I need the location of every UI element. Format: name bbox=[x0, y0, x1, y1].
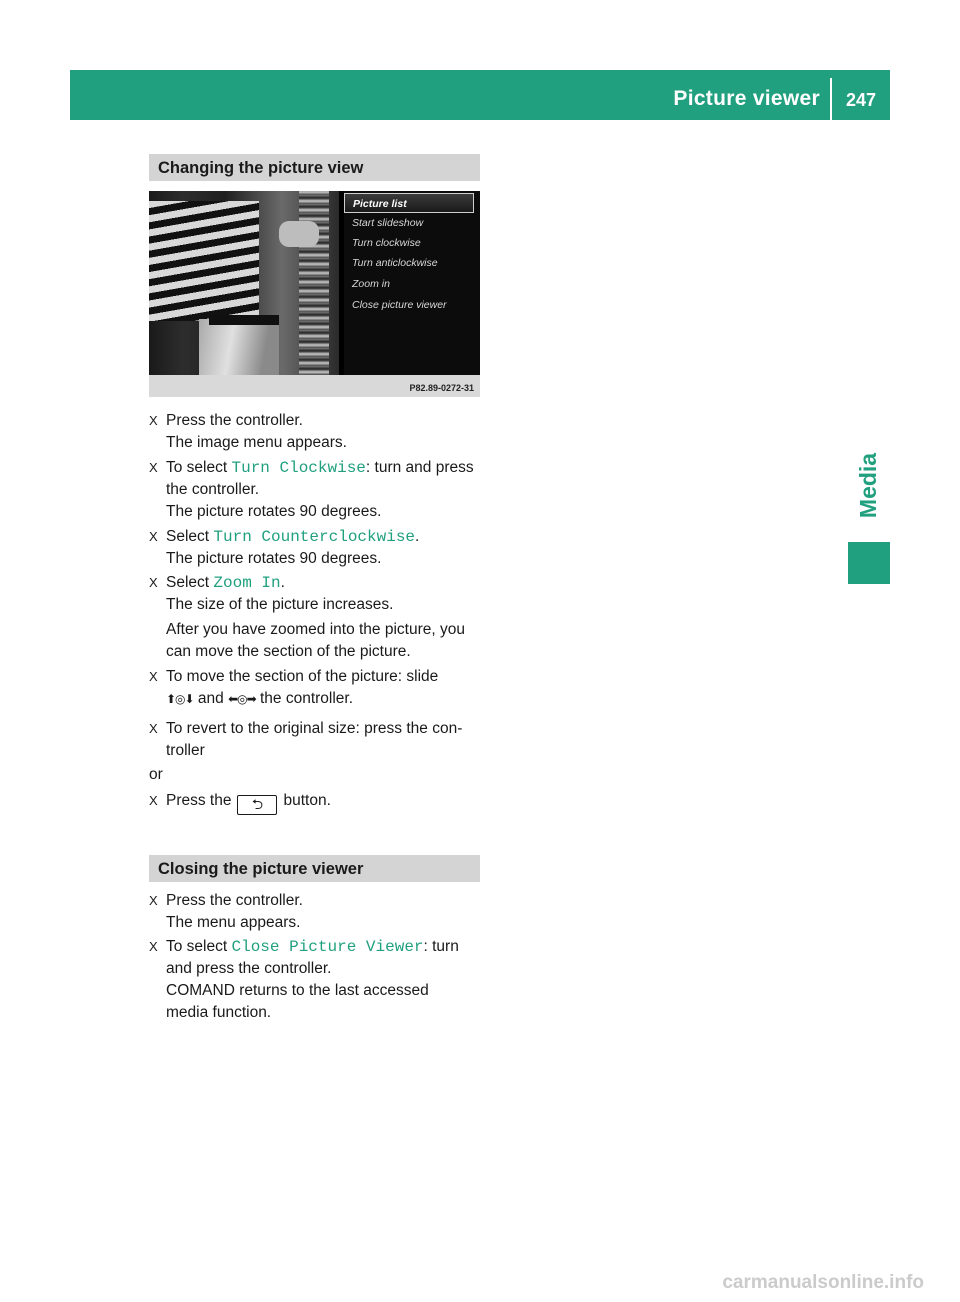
menu-item-start-slideshow[interactable]: Start slideshow bbox=[352, 217, 424, 229]
step-text: troller bbox=[166, 742, 205, 759]
step-text bbox=[166, 572, 486, 594]
picture-menu bbox=[344, 191, 480, 375]
step-text-post: . bbox=[280, 574, 285, 591]
step-text: To revert to the original size: press the con- bbox=[166, 720, 463, 737]
step-text: the controller. bbox=[166, 481, 260, 498]
bullet-marker: X bbox=[149, 793, 158, 808]
side-tab-marker bbox=[848, 542, 890, 584]
page-number: 247 bbox=[845, 90, 877, 110]
step-text: To move the section of the picture: slide bbox=[166, 668, 439, 685]
back-button-icon: ⮌ bbox=[237, 795, 277, 815]
wheel bbox=[299, 191, 329, 375]
step-press-controller bbox=[166, 410, 486, 454]
photo-area bbox=[149, 191, 339, 375]
bullet-marker: X bbox=[149, 721, 158, 736]
or-separator: or bbox=[149, 766, 163, 783]
step-turn-clockwise bbox=[166, 457, 486, 523]
step-result: The image menu appears. bbox=[166, 434, 347, 451]
side-tab-label: Media bbox=[855, 452, 882, 518]
belt bbox=[209, 315, 279, 325]
step-text-pre: Select bbox=[166, 528, 214, 545]
step-revert-size bbox=[166, 718, 486, 762]
step-text-post: the controller. bbox=[255, 690, 354, 707]
step-turn-counterclockwise bbox=[166, 526, 486, 570]
step-text-mid: and bbox=[193, 690, 229, 707]
menu-item-picture-list[interactable]: Picture list bbox=[344, 193, 474, 213]
step-text bbox=[166, 936, 486, 958]
step-text-post: : turn and press bbox=[365, 459, 474, 476]
step-text-pre: Press the bbox=[166, 792, 232, 809]
step-zoom-in bbox=[166, 572, 486, 663]
section-heading-changing-view bbox=[149, 154, 480, 181]
step-text: Press the controller. bbox=[166, 892, 303, 909]
bullet-marker: X bbox=[149, 575, 158, 590]
page-header bbox=[70, 70, 890, 120]
step-press-back bbox=[166, 790, 486, 815]
step-result: The menu appears. bbox=[166, 914, 301, 931]
bullet-marker: X bbox=[149, 669, 158, 684]
menu-item-zoom-in[interactable]: Zoom in bbox=[352, 278, 390, 290]
step-text-post: . bbox=[415, 528, 420, 545]
step-move-section bbox=[166, 666, 486, 710]
image-caption-bar bbox=[149, 375, 480, 397]
side-tab bbox=[848, 430, 890, 540]
step-result: The picture rotates 90 degrees. bbox=[166, 550, 382, 567]
menu-code-turn-counterclockwise: Turn Counterclockwise bbox=[213, 528, 416, 546]
step-note: After you have zoomed into the picture, you bbox=[166, 621, 465, 638]
menu-code-close-picture-viewer: Close Picture Viewer bbox=[231, 938, 424, 956]
section-heading-text: Changing the picture view bbox=[158, 159, 364, 177]
step-text bbox=[166, 457, 486, 479]
bullet-marker: X bbox=[149, 893, 158, 908]
menu-code-zoom-in: Zoom In bbox=[213, 574, 281, 592]
controller-slide-vertical-icon: ⬆◎⬇ bbox=[166, 692, 194, 706]
arm bbox=[279, 221, 319, 247]
header-divider bbox=[830, 78, 832, 120]
watermark: carmanualsonline.info bbox=[722, 1272, 924, 1293]
bullet-marker: X bbox=[149, 460, 158, 475]
bullet-marker: X bbox=[149, 939, 158, 954]
step-text: Press the controller. bbox=[166, 412, 303, 429]
step-note: can move the section of the picture. bbox=[166, 643, 411, 660]
trousers bbox=[199, 319, 279, 375]
menu-item-turn-clockwise[interactable]: Turn clockwise bbox=[352, 237, 421, 249]
step-press-controller-close bbox=[166, 890, 486, 934]
menu-code-turn-clockwise: Turn Clockwise bbox=[231, 459, 366, 477]
step-result: media function. bbox=[166, 1004, 272, 1021]
bullet-marker: X bbox=[149, 413, 158, 428]
comand-screenshot bbox=[149, 191, 480, 397]
step-text: and press the controller. bbox=[166, 960, 332, 977]
step-text bbox=[166, 526, 486, 548]
section-heading-closing-viewer bbox=[149, 855, 480, 882]
step-result: The size of the picture increases. bbox=[166, 596, 394, 613]
step-close-viewer bbox=[166, 936, 486, 1024]
controller-slide-horizontal-icon: ⬅◎➡ bbox=[228, 692, 256, 706]
page-title: Picture viewer bbox=[673, 87, 820, 110]
menu-item-close-picture-viewer[interactable]: Close picture viewer bbox=[352, 299, 447, 311]
step-text-pre: To select bbox=[166, 938, 232, 955]
step-text bbox=[166, 688, 486, 710]
section-heading-text: Closing the picture viewer bbox=[158, 860, 364, 878]
step-result: The picture rotates 90 degrees. bbox=[166, 503, 382, 520]
step-text-pre: To select bbox=[166, 459, 232, 476]
step-text-pre: Select bbox=[166, 574, 214, 591]
menu-item-turn-anticlockwise[interactable]: Turn anticlockwise bbox=[352, 257, 438, 269]
striped-shirt bbox=[149, 201, 259, 321]
bullet-marker: X bbox=[149, 529, 158, 544]
image-code: P82.89-0272-31 bbox=[409, 383, 474, 393]
step-text-post: : turn bbox=[423, 938, 459, 955]
step-text-post: button. bbox=[283, 792, 331, 809]
step-result: COMAND returns to the last accessed bbox=[166, 982, 429, 999]
